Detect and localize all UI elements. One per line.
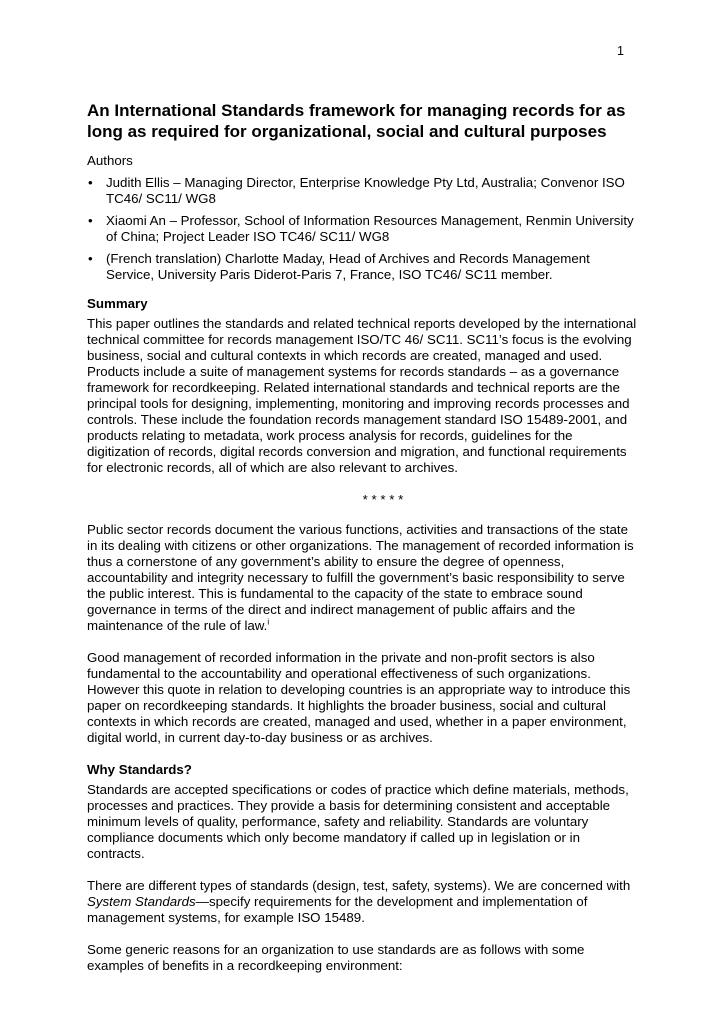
author-item: • (French translation) Charlotte Maday, Head of Archives and Records Management Service, University Paris Diderot-Paris 7, France, ISO TC46/ SC11 member. <box>87 251 639 283</box>
summary-paragraph: This paper outlines the standards and related technical reports developed by the international technical committee for records management ISO/TC 46/ SC11. SC11’s focus is the evolving business, social and cultural contexts in which records are created, managed and used. Products include a suite of management systems for records standards – as a governance framework for recordkeeping. Related international standards and technical reports are the principal tools for designing, implementing, monitoring and improving records processes and controls. These include the foundation records management standard ISO 15489-2001, and products relating to metadata, work process analysis for records, guidelines for the digitization of records, digital records conversion and migration, and functional requirements for electronic records, all of which are also relevant to archives. <box>87 316 637 475</box>
public-sector-paragraph <box>87 522 639 634</box>
document-body <box>87 100 639 990</box>
page-number: 1 <box>617 44 624 58</box>
generic-reasons-paragraph: Some generic reasons for an organization to use standards are as follows with some examples of benefits in a recordkeeping environment: <box>87 942 585 973</box>
author-item: • Xiaomi An – Professor, School of Information Resources Management, Renmin University of China; Project Leader ISO TC46/ SC11/ WG8 <box>87 213 639 245</box>
why-standards-heading: Why Standards? <box>87 762 192 777</box>
footnote-marker[interactable]: i <box>267 617 270 627</box>
standard-types-paragraph <box>87 878 639 926</box>
document-title: An International Standards framework for managing records for as long as required for organizational, social and cultural purposes <box>87 101 626 141</box>
public-sector-text: Public sector records document the various functions, activities and transactions of the state in its dealing with citizens or other organizations. The management of recorded information is thus a cornerstone of any government’s ability to ensure the degree of openness, accountability and integrity necessary to fulfill the government’s basic responsibility to serve the public interest. This is fundamental to the capacity of the state to embrace sound governance in terms of the direct and indirect management of public affairs and the maintenance of the rule of law. <box>87 522 634 633</box>
why-standards-paragraph: Standards are accepted specifications or codes of practice which define materials, methods, processes and practices. They provide a basis for determining consistent and acceptable minimum levels of quality, performance, safety and reliability. Standards are voluntary compliance documents which only become mandatory if called up in legislation or in contracts. <box>87 782 629 861</box>
authors-list <box>87 175 639 283</box>
good-management-paragraph: Good management of recorded information in the private and non-profit sectors is also fundamental to the accountability and operational effectiveness of such organizations. However this quote in relation to developing countries is an appropriate way to introduce this paper on recordkeeping standards. It highlights the broader business, social and cultural contexts in which records are created, managed and used, whether in a paper environment, digital world, in current day-to-day business or as archives. <box>87 650 631 745</box>
author-item: • Judith Ellis – Managing Director, Enterprise Knowledge Pty Ltd, Australia; Convenor ISO TC46/ SC11/ WG8 <box>87 175 639 207</box>
types-text-start: There are different types of standards (design, test, safety, systems). We are concerned with <box>87 878 631 893</box>
system-standards-term: System Standards <box>87 894 196 909</box>
summary-heading: Summary <box>87 296 148 311</box>
types-text-end: —specify requirements for the development and implementation of management systems, for example ISO 15489. <box>87 894 588 925</box>
section-separator: * * * * * <box>362 492 404 507</box>
authors-heading: Authors <box>87 153 133 168</box>
